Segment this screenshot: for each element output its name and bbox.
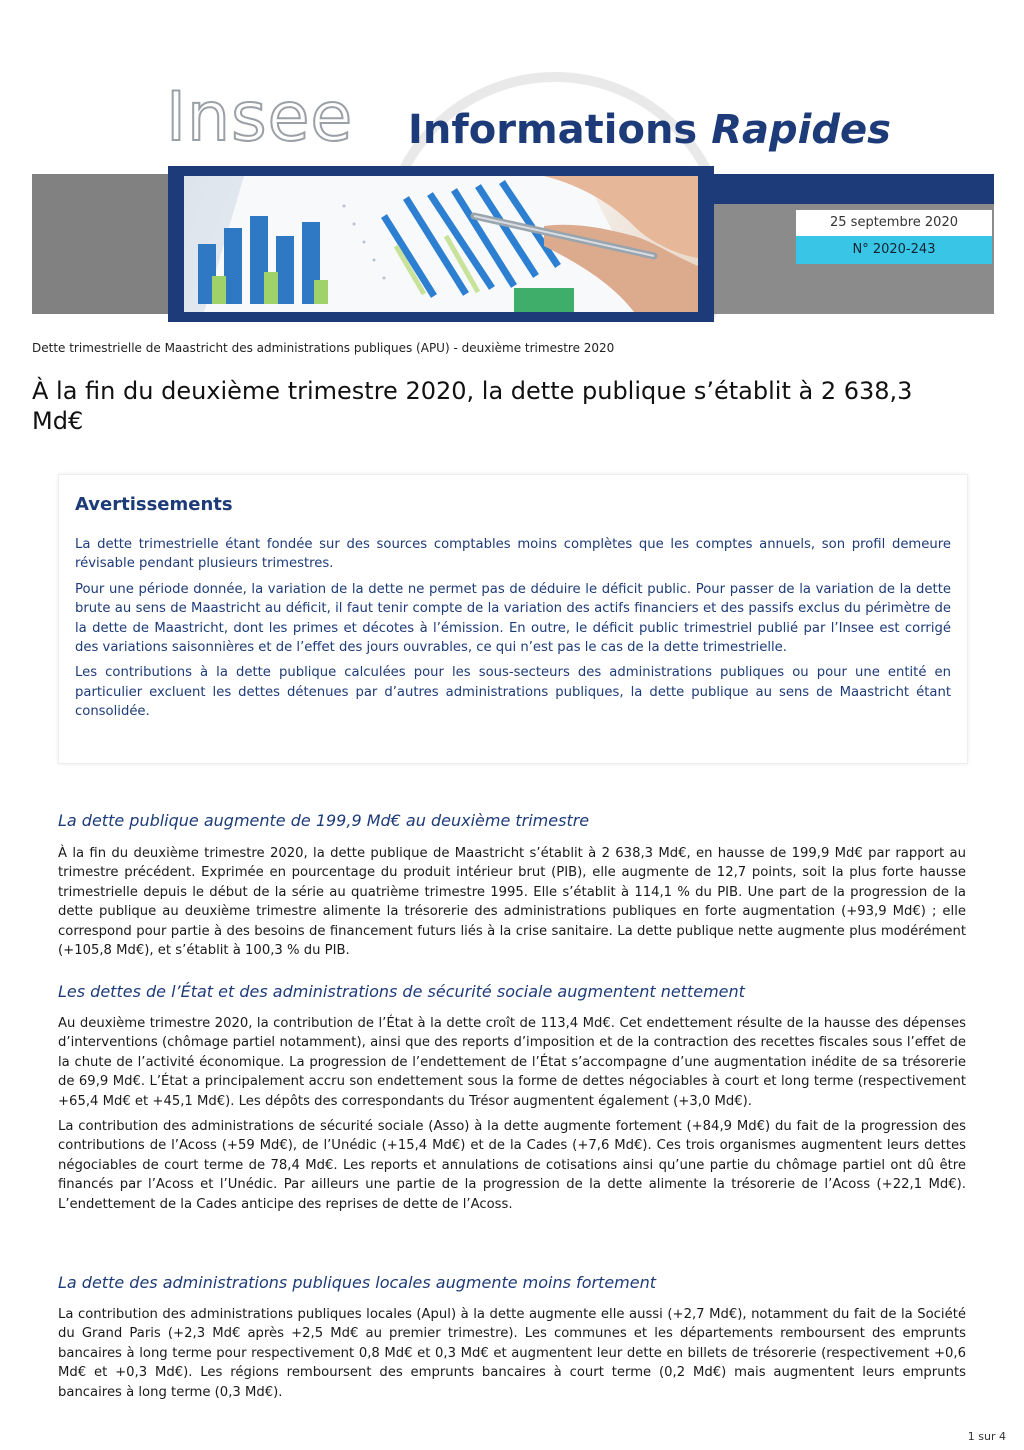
document-subtitle: Dette trimestrielle de Maastricht des administrations publiques (APU) - deuxième trimestre 2020 — [32, 341, 615, 355]
header-photo-frame — [168, 166, 714, 322]
publication-title-main: Informations — [408, 107, 698, 153]
chart-photo-illustration — [184, 176, 698, 312]
section-heading: La dette publique augmente de 199,9 Md€ au deuxième trimestre — [58, 811, 590, 830]
section-body — [58, 1014, 966, 1220]
publication-title-emph: Rapides — [711, 107, 891, 153]
publication-date: 25 septembre 2020 — [796, 210, 992, 236]
header-band-navy — [714, 174, 994, 204]
header-photo — [184, 176, 698, 312]
warnings-paragraph: Les contributions à la dette publique calculées pour les sous-secteurs des administrations publiques ou pour une entité en particulier excluent les dettes détenues par d’autres administrations publiques, la dette publique au sens de Maastricht étant consolidée. — [75, 665, 951, 720]
page-number: 1 sur 4 — [967, 1430, 1006, 1443]
section-paragraph: Au deuxième trimestre 2020, la contribution de l’État à la dette croît de 113,4 Md€. Cet endettement résulte de la hausse des dépenses d’interventions (chômage partiel notamment), ainsi que des reports d’imposition et de la contraction des recettes fiscales sous l’effet de la chute de l’activité économique. La progression de l’endettement de l’État s’accompagne d’une augmentation inédite de sa trésorerie de 69,9 Md€. L’État a principalement accru son endettement sous la forme de dettes négociables à court et long terme (respectivement +65,4 Md€ et +45,1 Md€). Les dépôts des correspondants du Trésor augmentent également (+3,0 Md€). — [58, 1016, 966, 1109]
warnings-box — [58, 474, 968, 764]
section-paragraph: À la fin du deuxième trimestre 2020, la dette publique de Maastricht s’établit à 2 638,3 Md€, en hausse de 199,9 Md€ par rapport au trimestre précédent. Exprimée en pourcentage du produit intérieur brut (PIB), elle augmente de 12,7 points, soit la plus forte hausse trimestrielle depuis le début de la série au quatrième trimestre 1995. Elle s’établit à 114,1 % du PIB. Une part de la progression de la dette publique au deuxième trimestre alimente la trésorerie des administrations publiques en forte augmentation (+93,9 Md€) ; elle correspond pour partie à des besoins de financement futurs liés à la crise sanitaire. La dette publique nette augmente plus modérément (+105,8 Md€), et s’établit à 100,3 % du PIB. — [58, 846, 966, 959]
warnings-title: Avertissements — [75, 494, 233, 515]
section-body — [58, 844, 966, 966]
section-body — [58, 1305, 966, 1408]
issue-number: N° 2020-243 — [796, 236, 992, 264]
section-paragraph: La contribution des administrations de sécurité sociale (Asso) à la dette augmente fortement (+84,9 Md€) du fait de la progression des contributions de l’Acoss (+59 Md€), de l’Unédic (+15,4 Md€) et de la Cades (+7,6 Md€). Ces trois organismes augmentent leurs dettes négociables de court terme de 78,4 Md€. Les reports et annulations de cotisations ainsi qu’une partie du chômage partiel ont dû être financés par l’Acoss et l’Unédic. Par ailleurs une partie de la progression de la dette alimente la trésorerie de l’Acoss (+22,1 Md€). L’endettement de la Cades anticipe des reprises de dette de l’Acoss. — [58, 1119, 966, 1212]
warnings-body — [75, 535, 951, 728]
section-paragraph: La contribution des administrations publiques locales (Apul) à la dette augmente elle aussi (+2,7 Md€), notamment du fait de la Société du Grand Paris (+2,3 Md€ après +2,5 Md€ au premier trimestre). Les communes et les départements remboursent des emprunts bancaires à long terme pour respectivement 0,8 Md€ et 0,3 Md€ et augmentent leur dette en billets de trésorerie (respectivement +0,6 Md€ et +0,3 Md€). Les régions remboursent des emprunts bancaires à court terme (0,2 Md€) mais augmentent leurs emprunts bancaires à long terme (0,3 Md€). — [58, 1307, 966, 1400]
document-title: À la fin du deuxième trimestre 2020, la dette publique s’établit à 2 638,3 Md€ — [32, 377, 913, 435]
section-heading: Les dettes de l’État et des administrations de sécurité sociale augmentent nettement — [58, 982, 745, 1001]
publication-title — [408, 100, 891, 160]
insee-logo: Insee — [166, 78, 354, 157]
warnings-paragraph: Pour une période donnée, la variation de la dette ne permet pas de déduire le déficit public. Pour passer de la variation de la dette brute au sens de Maastricht au déficit, il faut tenir compte de la variation des actifs financiers et des passifs exclus du périmètre de la dette de Maastricht, dont les primes et décotes à l’émission. En outre, le déficit public trimestriel publié par l’Insee est corrigé des variations saisonnières et de l’effet des jours ouvrables, ce qui n’est pas le cas de la dette trimestrielle. — [75, 581, 951, 656]
warnings-paragraph: La dette trimestrielle étant fondée sur des sources comptables moins complètes que les comptes annuels, son profil demeure révisable pendant plusieurs trimestres. — [75, 537, 951, 572]
section-heading: La dette des administrations publiques locales augmente moins fortement — [58, 1273, 657, 1292]
